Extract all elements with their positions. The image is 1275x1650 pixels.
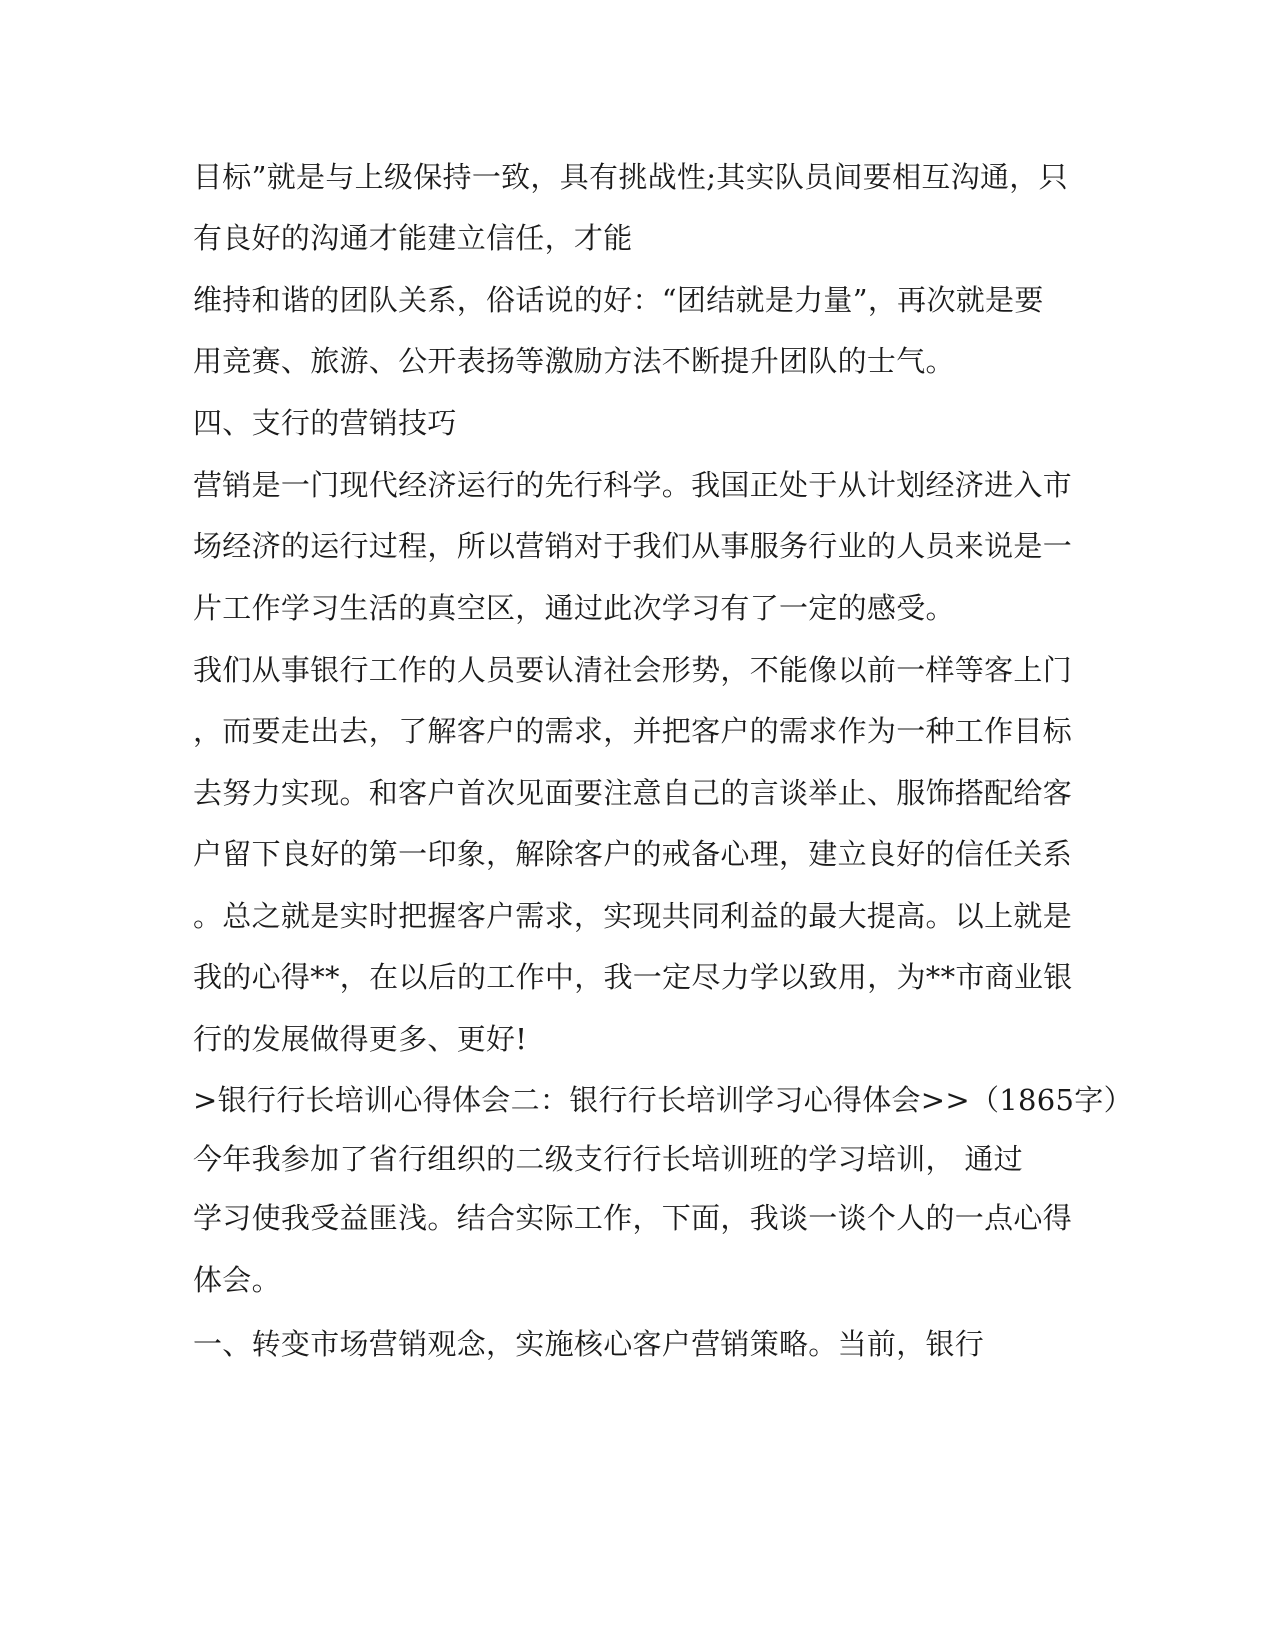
section-heading-4: 四、支行的营销技巧 bbox=[193, 406, 457, 440]
text-line-19: 体会。 bbox=[193, 1263, 281, 1297]
section-heading-1: 一、转变市场营销观念，实施核心客户营销策略。当前，银行 bbox=[193, 1327, 985, 1361]
text-line-10: ，而要走出去，了解客户的需求，并把客户的需求作为一种工作目标 bbox=[193, 714, 1073, 748]
text-line-8: 片工作学习生活的真空区，通过此次学习有了一定的感受。 bbox=[193, 591, 955, 625]
text-line-13: 。总之就是实时把握客户需求，实现共同利益的最大提高。以上就是 bbox=[193, 899, 1073, 933]
text-line-3: 维持和谐的团队关系，俗话说的好：“团结就是力量”，再次就是要 bbox=[193, 283, 1044, 317]
text-line-15: 行的发展做得更多、更好! bbox=[193, 1022, 528, 1056]
text-line-18: 学习使我受益匪浅。结合实际工作，下面，我谈一谈个人的一点心得 bbox=[193, 1201, 1073, 1235]
text-line-4: 用竞赛、旅游、公开表扬等激励方法不断提升团队的士气。 bbox=[193, 344, 955, 378]
text-line-2: 有良好的沟通才能建立信任，才能 bbox=[193, 221, 633, 255]
text-line-7: 场经济的运行过程，所以营销对于我们从事服务行业的人员来说是一 bbox=[193, 529, 1073, 563]
text-line-14: 我的心得**，在以后的工作中，我一定尽力学以致用，为**市商业银 bbox=[193, 960, 1073, 994]
text-line-6: 营销是一门现代经济运行的先行科学。我国正处于从计划经济进入市 bbox=[193, 468, 1073, 502]
text-line-9: 我们从事银行工作的人员要认清社会形势，不能像以前一样等客上门 bbox=[193, 653, 1073, 687]
text-line-12: 户留下良好的第一印象，解除客户的戒备心理，建立良好的信任关系 bbox=[193, 837, 1073, 871]
text-line-1: 目标”就是与上级保持一致，具有挑战性;其实队员间要相互沟通，只 bbox=[193, 160, 1068, 194]
article-title-2: >银行行长培训心得体会二：银行行长培训学习心得体会>>（1865字） bbox=[193, 1083, 1133, 1117]
text-line-11: 去努力实现。和客户首次见面要注意自己的言谈举止、服饰搭配给客 bbox=[193, 776, 1073, 810]
text-line-17: 今年我参加了省行组织的二级支行行长培训班的学习培训， 通过 bbox=[193, 1142, 1023, 1176]
